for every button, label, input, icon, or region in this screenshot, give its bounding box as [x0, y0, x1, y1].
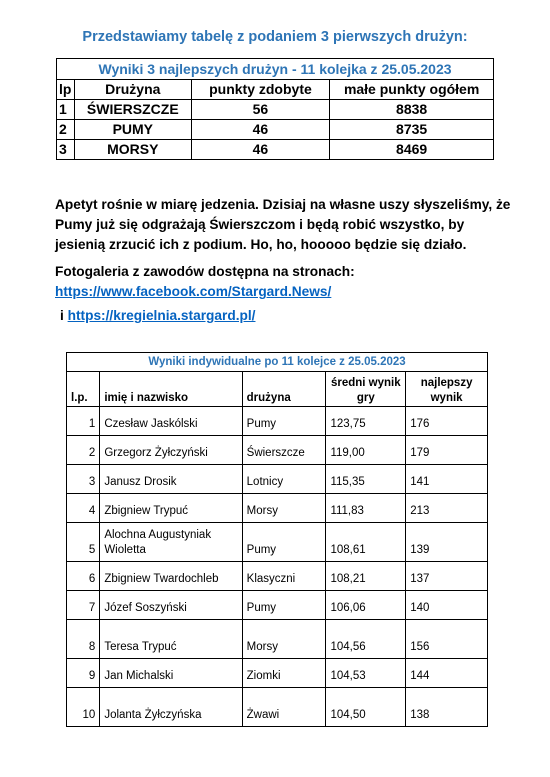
- cell-average: 123,75: [326, 407, 406, 436]
- table-row: [67, 688, 488, 727]
- table-header-row: [67, 372, 488, 407]
- cell-lp: 4: [67, 494, 100, 523]
- cell-average: 106,06: [326, 591, 406, 620]
- cell-small-points: 8735: [330, 120, 494, 140]
- cell-best: 140: [406, 591, 488, 620]
- facebook-link[interactable]: https://www.facebook.com/Stargard.News/: [55, 284, 332, 299]
- table-row: [67, 591, 488, 620]
- cell-best: 176: [406, 407, 488, 436]
- cell-name: Zbigniew Trypuć: [100, 494, 242, 523]
- cell-points: 56: [191, 100, 330, 120]
- table-row: [67, 407, 488, 436]
- header-cell: lp: [57, 80, 75, 100]
- cell-best: 179: [406, 436, 488, 465]
- cell-team: Lotnicy: [242, 465, 326, 494]
- cell-best: 213: [406, 494, 488, 523]
- cell-team: Pumy: [242, 407, 326, 436]
- table-row: [67, 659, 488, 688]
- table-row: [67, 620, 488, 659]
- cell-lp: 1: [57, 100, 75, 120]
- cell-average: 108,61: [326, 523, 406, 562]
- cell-team: Ziomki: [242, 659, 326, 688]
- cell-best: 144: [406, 659, 488, 688]
- table-row: [67, 562, 488, 591]
- individual-caption: Wyniki indywidualne po 11 kolejce z 25.05.2023: [67, 353, 488, 372]
- table-row: [57, 100, 494, 120]
- cell-best: 137: [406, 562, 488, 591]
- kregielnia-line: [60, 306, 520, 326]
- cell-team: ŚWIERSZCZE: [74, 100, 191, 120]
- cell-name: Janusz Drosik: [100, 465, 242, 494]
- cell-team: Świerszcze: [242, 436, 326, 465]
- top-teams-caption: Wyniki 3 najlepszych drużyn - 11 kolejka z 25.05.2023: [57, 59, 494, 80]
- header-cell: imię i nazwisko: [100, 372, 242, 407]
- cell-name: Zbigniew Twardochleb: [100, 562, 242, 591]
- cell-average: 104,50: [326, 688, 406, 727]
- cell-team: Klasyczni: [242, 562, 326, 591]
- cell-best: 141: [406, 465, 488, 494]
- cell-best: 139: [406, 523, 488, 562]
- cell-lp: 9: [67, 659, 100, 688]
- link-prefix: i: [60, 308, 68, 323]
- header-cell: l.p.: [67, 372, 100, 407]
- table-header-row: [57, 80, 494, 100]
- body-paragraph: Apetyt rośnie w miarę jedzenia. Dzisiaj na własne uszy słyszeliśmy, że Pumy już się odgrażają Świerszczom i będą robić wszystko, by jesienią zrzucić ich z podium. Ho, ho, hooooo będzie się działo.: [55, 197, 511, 252]
- table-row: [57, 140, 494, 160]
- cell-name: Jolanta Żyłczyńska: [100, 688, 242, 727]
- cell-name: Czesław Jaskólski: [100, 407, 242, 436]
- cell-lp: 10: [67, 688, 100, 727]
- cell-name: Grzegorz Żyłczyński: [100, 436, 242, 465]
- cell-lp: 2: [57, 120, 75, 140]
- cell-name: Jan Michalski: [100, 659, 242, 688]
- cell-points: 46: [191, 140, 330, 160]
- cell-lp: 3: [57, 140, 75, 160]
- cell-lp: 6: [67, 562, 100, 591]
- cell-average: 104,53: [326, 659, 406, 688]
- table-row: [67, 436, 488, 465]
- cell-team: Morsy: [242, 494, 326, 523]
- cell-lp: 2: [67, 436, 100, 465]
- cell-name: Józef Soszyński: [100, 591, 242, 620]
- cell-average: 119,00: [326, 436, 406, 465]
- header-cell: średni wynik gry: [326, 372, 406, 407]
- cell-average: 104,56: [326, 620, 406, 659]
- cell-team: Pumy: [242, 523, 326, 562]
- cell-lp: 8: [67, 620, 100, 659]
- table-row: [67, 494, 488, 523]
- table-row: [67, 523, 488, 562]
- kregielnia-link[interactable]: https://kregielnia.stargard.pl/: [67, 308, 256, 323]
- cell-lp: 3: [67, 465, 100, 494]
- cell-average: 111,83: [326, 494, 406, 523]
- cell-team: Żwawi: [242, 688, 326, 727]
- individual-results-table: [66, 352, 488, 727]
- cell-points: 46: [191, 120, 330, 140]
- header-cell: drużyna: [242, 372, 326, 407]
- cell-lp: 1: [67, 407, 100, 436]
- cell-average: 108,21: [326, 562, 406, 591]
- cell-team: PUMY: [74, 120, 191, 140]
- top-teams-table: [56, 58, 494, 160]
- header-cell: najlepszy wynik: [406, 372, 488, 407]
- cell-team: MORSY: [74, 140, 191, 160]
- cell-name: Alochna Augustyniak Wioletta: [100, 523, 242, 562]
- cell-small-points: 8469: [330, 140, 494, 160]
- cell-team: Pumy: [242, 591, 326, 620]
- cell-average: 115,35: [326, 465, 406, 494]
- header-cell: małe punkty ogółem: [330, 80, 494, 100]
- cell-name: Teresa Trypuć: [100, 620, 242, 659]
- table-row: [57, 120, 494, 140]
- header-cell: punkty zdobyte: [191, 80, 330, 100]
- cell-lp: 7: [67, 591, 100, 620]
- cell-lp: 5: [67, 523, 100, 562]
- cell-team: Morsy: [242, 620, 326, 659]
- gallery-text: Fotogaleria z zawodów dostępna na stronach:: [55, 264, 355, 279]
- table-row: [67, 465, 488, 494]
- header-cell: Drużyna: [74, 80, 191, 100]
- page-heading: Przedstawiamy tabelę z podaniem 3 pierwszych drużyn:: [82, 29, 468, 45]
- cell-best: 138: [406, 688, 488, 727]
- cell-small-points: 8838: [330, 100, 494, 120]
- gallery-paragraph: [55, 262, 515, 302]
- cell-best: 156: [406, 620, 488, 659]
